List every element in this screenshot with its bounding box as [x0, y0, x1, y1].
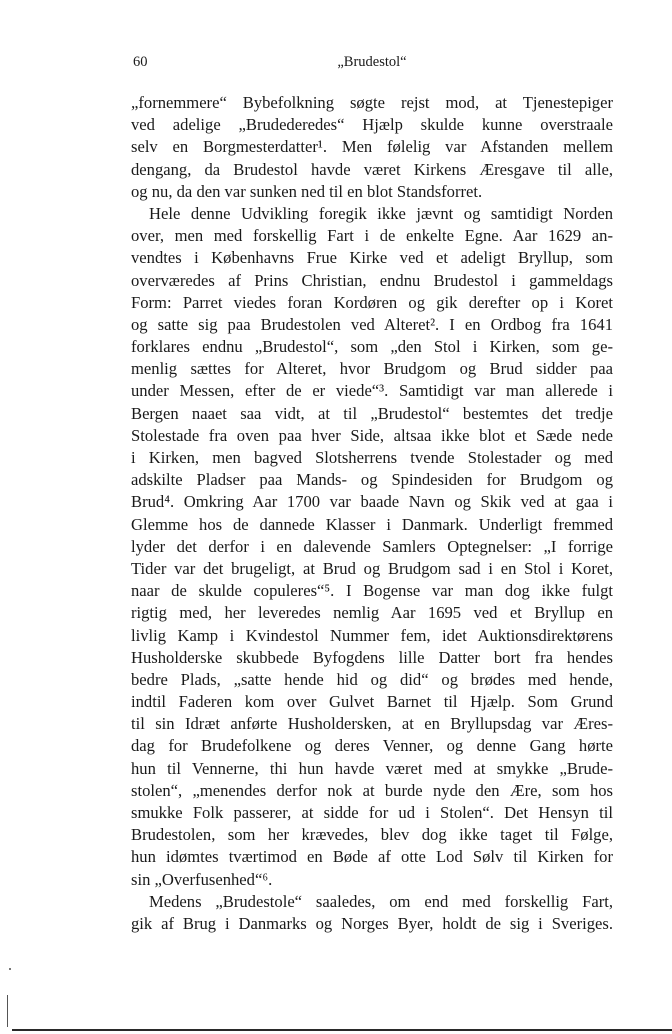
text-line: Glemme hos de dannede Klasser i Danmark. Underligt fremmed	[131, 514, 613, 534]
text-line: Tider var det brugeligt, at Brud og Brudgom sad i en Stol i Koret,	[131, 558, 613, 578]
text-line: menlig sættes for Alteret, hvor Brudgom og Brud sidder paa	[131, 359, 613, 379]
body-text	[131, 92, 613, 935]
text-line: selv en Borgmesterdatter¹. Men følelig var Afstanden mellem	[131, 137, 613, 157]
text-line: overværedes af Prins Christian, endnu Brudestol i gammeldags	[131, 270, 613, 290]
text-line: gik af Brug i Danmarks og Norges Byer, holdt de sig i Sveriges.	[131, 913, 613, 933]
text-line: „fornemmere“ Bybefolkning søgte rejst mod, at Tjenestepiger	[131, 93, 613, 112]
scan-speck	[9, 968, 11, 970]
text-line: Brud⁴. Omkring Aar 1700 var baade Navn og Skik ved at gaa i	[131, 492, 613, 512]
text-line: og satte sig paa Brudestolen ved Alteret². I en Ordbog fra 1641	[131, 314, 613, 334]
text-line: bedre Plads, „satte hende hid og did“ og brødes med hende,	[131, 669, 613, 689]
paragraph	[131, 203, 613, 891]
text-line: Bergen naaet saa vidt, at til „Brudestol“ bestemtes det tredje	[131, 403, 613, 423]
text-line: lyder det derfor i en dalevende Samlers Optegnelser: „I forrige	[131, 536, 613, 556]
text-line: livlig Kamp i Kvindestol Nummer fem, idet Auktionsdirektørens	[131, 625, 613, 645]
text-line: naar de skulde copuleres“⁵. I Bogense var man dog ikke fulgt	[131, 581, 613, 601]
text-line: rigtig med, her leveredes nemlig Aar 1695 ved et Bryllup en	[131, 603, 613, 623]
text-line: Husholderske skubbede Byfogdens lille Datter bort fra hendes	[131, 647, 613, 667]
text-line: ved adelige „Brudederedes“ Hjælp skulde kunne overstraale	[131, 115, 613, 135]
paragraph	[131, 891, 613, 935]
text-line: under Messen, efter de er viede“³. Samtidigt var man allerede i	[131, 381, 613, 401]
page-number: 60	[133, 54, 148, 70]
text-line: Stolestade fra oven paa hver Side, altsaa ikke blot et Sæde nede	[131, 425, 613, 445]
text-line: vendtes i Københavns Frue Kirke ved et adeligt Bryllup, som	[131, 248, 613, 268]
text-line: hun idømtes tværtimod en Bøde af otte Lod Sølv til Kirken for	[131, 847, 613, 867]
paragraph	[131, 92, 613, 203]
text-line: forklares endnu „Brudestol“, som „den Stol i Kirken, som ge-	[131, 337, 613, 357]
page-header	[133, 54, 611, 78]
text-line: Form: Parret viedes foran Kordøren og gik derefter op i Koret	[131, 292, 613, 312]
running-title: „Brudestol“	[337, 54, 407, 70]
text-line: dag for Brudefolkene og deres Venner, og denne Gang hørte	[131, 736, 613, 756]
text-line: dengang, da Brudestol havde været Kirkens Æresgave til alle,	[131, 159, 613, 179]
text-line: Hele denne Udvikling foregik ikke jævnt og samtidigt Norden	[149, 203, 613, 223]
text-line: og nu, da den var sunken ned til en blot Standsforret.	[131, 181, 483, 201]
text-line: indtil Faderen kom over Gulvet Barnet til Hjælp. Som Grund	[131, 692, 613, 712]
text-line: hun til Vennerne, thi hun havde været med at smykke „Brude-	[131, 758, 613, 778]
text-line: sin „Overfusenhed“⁶.	[131, 869, 273, 889]
text-line: til sin Idræt anførte Husholdersken, at en Bryllupsdag var Æres-	[131, 714, 613, 734]
page-bottom-edge	[12, 1029, 672, 1031]
text-line: i Kirken, men bagved Slotsherrens tvende Stolestader og med	[131, 448, 613, 467]
text-line: Medens „Brudestole“ saaledes, om end med forskellig Fart,	[149, 891, 613, 911]
text-line: smukke Folk passerer, at sidde for ud i Stolen“. Det Hensyn til	[131, 803, 613, 822]
text-line: adskilte Pladser paa Mands- og Spindesiden for Brudgom og	[131, 470, 613, 490]
text-line: stolen“, „menendes derfor nok at burde nyde den Ære, som hos	[131, 780, 613, 800]
scan-edge-mark	[7, 995, 8, 1027]
text-line: over, men med forskellig Fart i de enkelte Egne. Aar 1629 an-	[131, 226, 613, 246]
text-line: Brudestolen, som her krævedes, blev dog ikke taget til Følge,	[131, 825, 613, 845]
